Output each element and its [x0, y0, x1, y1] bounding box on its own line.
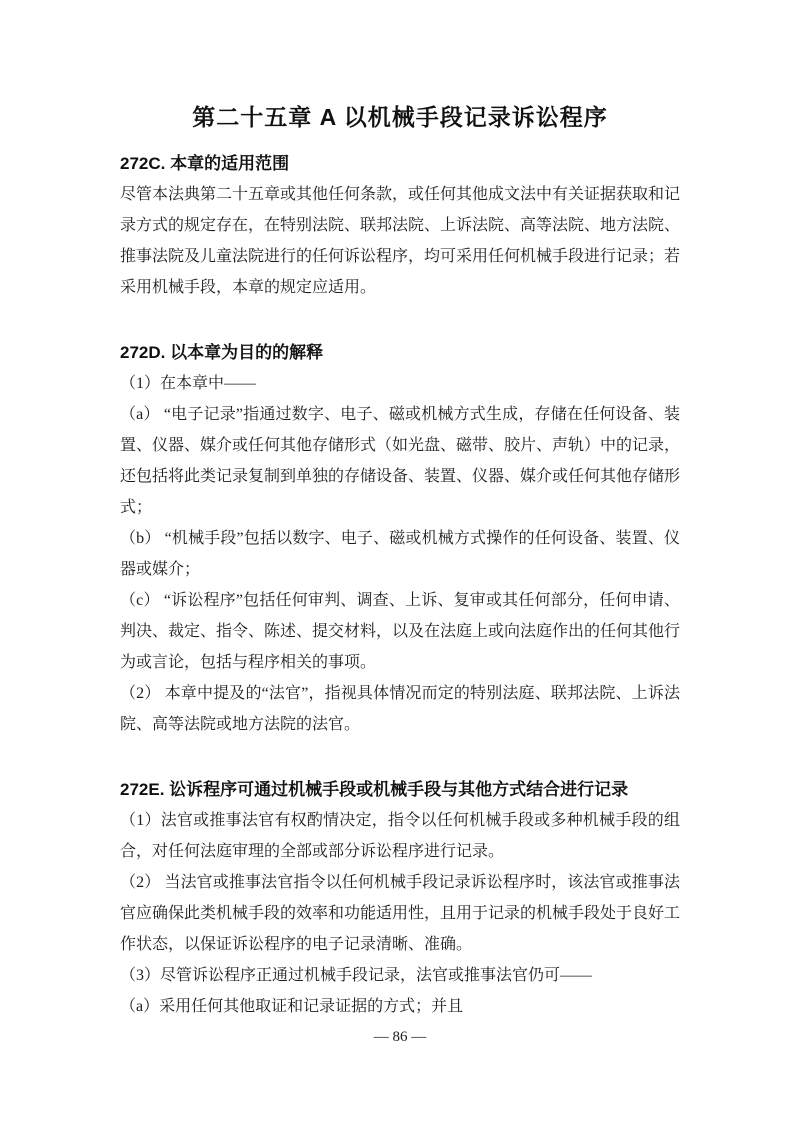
- section-heading: 272E. 讼诉程序可通过机械手段或机械手段与其他方式结合进行记录: [120, 780, 629, 799]
- paragraph: （2） 当法官或推事法官指令以任何机械手段记录诉讼程序时，该法官或推事法官应确保此类机械手段的效率和功能适用性，且用于记录的机械手段处于良好工作状态，以保证诉讼程序的电子记录清晰、准确。: [120, 874, 681, 953]
- page-number: — 86 —: [373, 1029, 427, 1045]
- section-heading: 272D. 以本章为目的的解释: [120, 343, 324, 362]
- paragraph: 尽管本法典第二十五章或其他任何条款，或任何其他成文法中有关证据获取和记录方式的规定存在，在特别法院、联邦法院、上诉法院、高等法院、地方法院、推事法院及儿童法院进行的任何诉讼程序，均可采用任何机械手段进行记录；若采用机械手段，本章的规定应适用。: [120, 186, 681, 296]
- paragraph: （1）在本章中——: [120, 375, 257, 392]
- section-272E: [120, 774, 680, 1022]
- section-272C: [120, 148, 680, 303]
- section-272D: [120, 337, 680, 740]
- document-title: 第二十五章 A 以机械手段记录诉讼程序: [192, 104, 608, 130]
- paragraph: （c） “诉讼程序”包括任何审判、调查、上诉、复审或其任何部分，任何申请、判决、裁定、指令、陈述、提交材料，以及在法庭上或向法庭作出的任何其他行为或言论，包括与程序相关的事项。: [120, 592, 681, 671]
- document-sections: [120, 148, 680, 1022]
- paragraph: （a） “电子记录”指通过数字、电子、磁或机械方式生成，存储在任何设备、装置、仪器、媒介或任何其他存储形式（如光盘、磁带、胶片、声轨）中的记录，还包括将此类记录复制到单独的存储设备、装置、仪器、媒介或任何其他存储形式；: [120, 406, 681, 516]
- paragraph: （a）采用任何其他取证和记录证据的方式；并且: [120, 998, 464, 1015]
- paragraph: （3）尽管诉讼程序正通过机械手段记录，法官或推事法官仍可——: [120, 967, 593, 984]
- paragraph: （2） 本章中提及的“法官”，指视具体情况而定的特别法庭、联邦法院、上诉法院、高等法院或地方法院的法官。: [120, 685, 680, 733]
- paragraph: （b） “机械手段”包括以数字、电子、磁或机械方式操作的任何设备、装置、仪器或媒介；: [120, 530, 680, 578]
- section-heading: 272C. 本章的适用范围: [120, 154, 290, 173]
- paragraph: （1）法官或推事法官有权酌情决定，指令以任何机械手段或多种机械手段的组合，对任何法庭审理的全部或部分诉讼程序进行记录。: [120, 812, 680, 860]
